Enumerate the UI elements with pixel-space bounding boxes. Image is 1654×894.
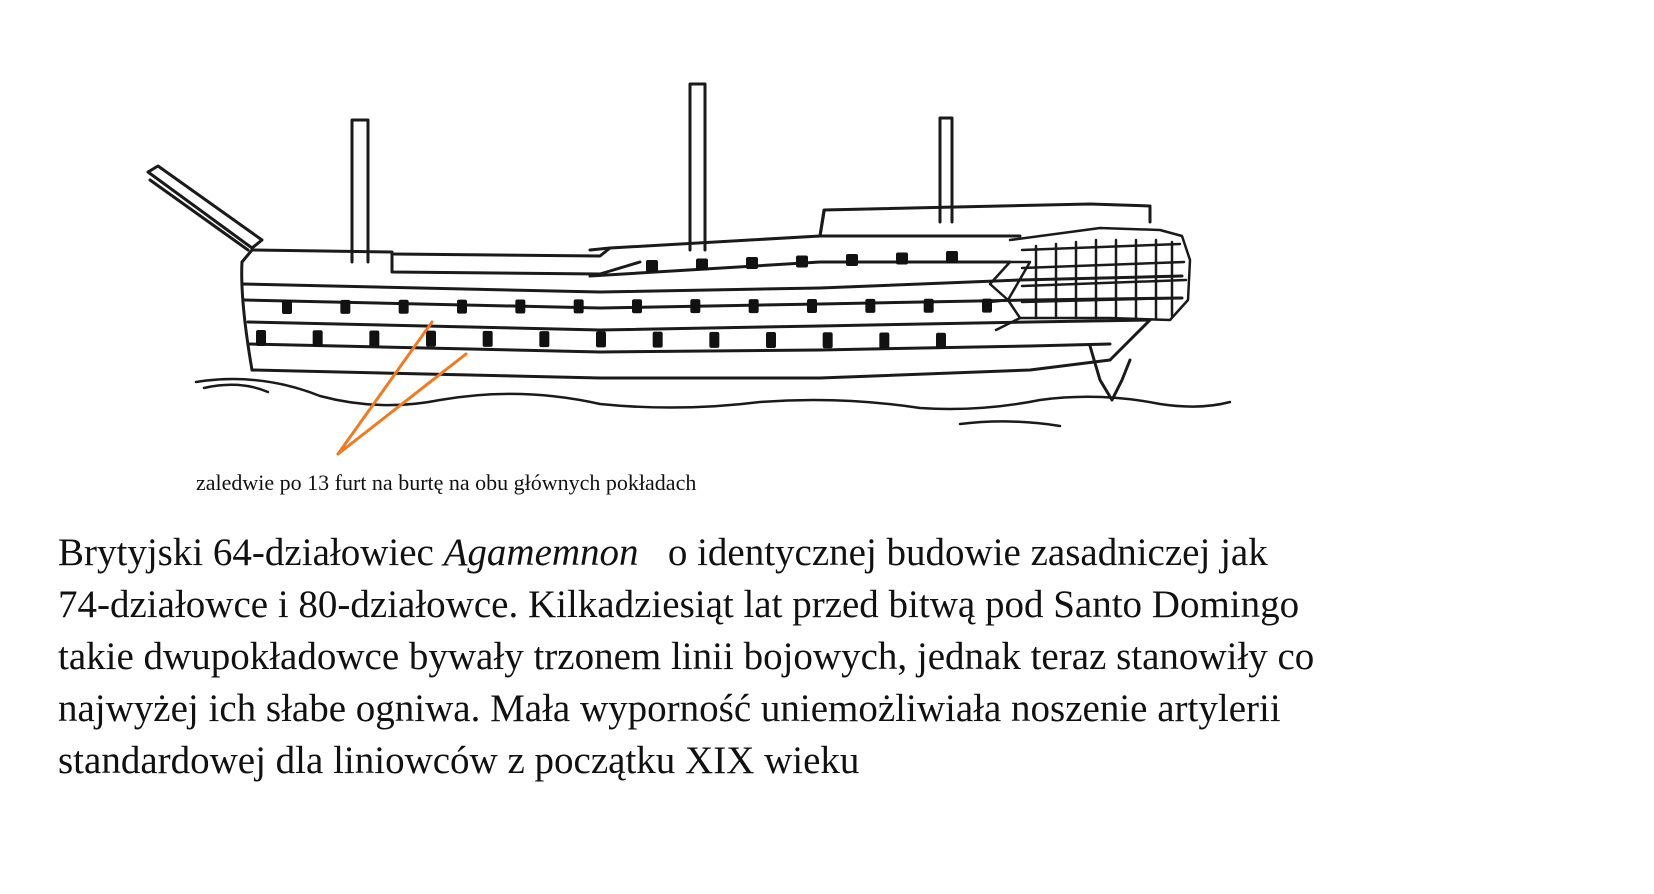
- bowsprit: [148, 166, 262, 250]
- caption-line-3: takie dwupokładowce bywały trzonem linii bojowych, jednak teraz stanowiły co: [58, 635, 1315, 678]
- gunport: [936, 333, 946, 349]
- gunport: [340, 300, 350, 314]
- gunport: [749, 299, 759, 313]
- caption-line-2: 74-działowce i 80-działowce. Kilkadziesiąt lat przed bitwą pod Santo Domingo: [58, 583, 1300, 626]
- upper-deck-gunports: [282, 299, 992, 314]
- gunport: [696, 259, 708, 271]
- caption-line-1-start: Brytyjski 64-działowiec: [58, 531, 434, 574]
- ship-name: Agamemnon: [443, 531, 639, 574]
- gunport: [653, 332, 663, 348]
- gunport: [596, 331, 606, 347]
- pointer-arrow: [338, 322, 466, 454]
- hull: [242, 262, 1182, 378]
- gunport: [796, 256, 808, 268]
- gunport: [483, 331, 493, 347]
- gunport: [946, 251, 958, 263]
- gunport: [256, 330, 266, 346]
- gunport: [632, 299, 642, 313]
- gunport: [924, 299, 934, 313]
- gunport: [982, 299, 992, 313]
- gunport: [865, 299, 875, 313]
- gunport: [457, 300, 467, 314]
- caption-line-5: standardowej dla liniowców z początku XIX wieku: [58, 739, 860, 782]
- gunport: [807, 299, 817, 313]
- gunport: [896, 253, 908, 265]
- caption: [58, 527, 1638, 787]
- gunport: [282, 300, 292, 314]
- gunport: [646, 260, 658, 272]
- illustration-annotation: zaledwie po 13 furt na burtę na obu głównych pokładach: [196, 470, 697, 495]
- gunport: [426, 331, 436, 347]
- rudder: [1090, 346, 1130, 400]
- caption-line-4: najwyżej ich słabe ogniwa. Mała wyporność uniemożliwiała noszenie artylerii: [58, 687, 1281, 730]
- gunport: [879, 332, 889, 348]
- gunport: [709, 332, 719, 348]
- gunport: [746, 257, 758, 269]
- caption-line-1: [58, 527, 1638, 579]
- gunport: [823, 332, 833, 348]
- gunport: [515, 300, 525, 314]
- gunport: [846, 254, 858, 266]
- gunport: [399, 300, 409, 314]
- gunport: [539, 331, 549, 347]
- caption-line-1-end: o identycznej budowie zasadniczej jak: [667, 531, 1268, 574]
- gunport: [574, 299, 584, 313]
- forecastle: [242, 248, 640, 274]
- gunport: [690, 299, 700, 313]
- gunport: [313, 330, 323, 346]
- gunport: [369, 330, 379, 346]
- water: [196, 379, 1230, 426]
- gunport: [766, 332, 776, 348]
